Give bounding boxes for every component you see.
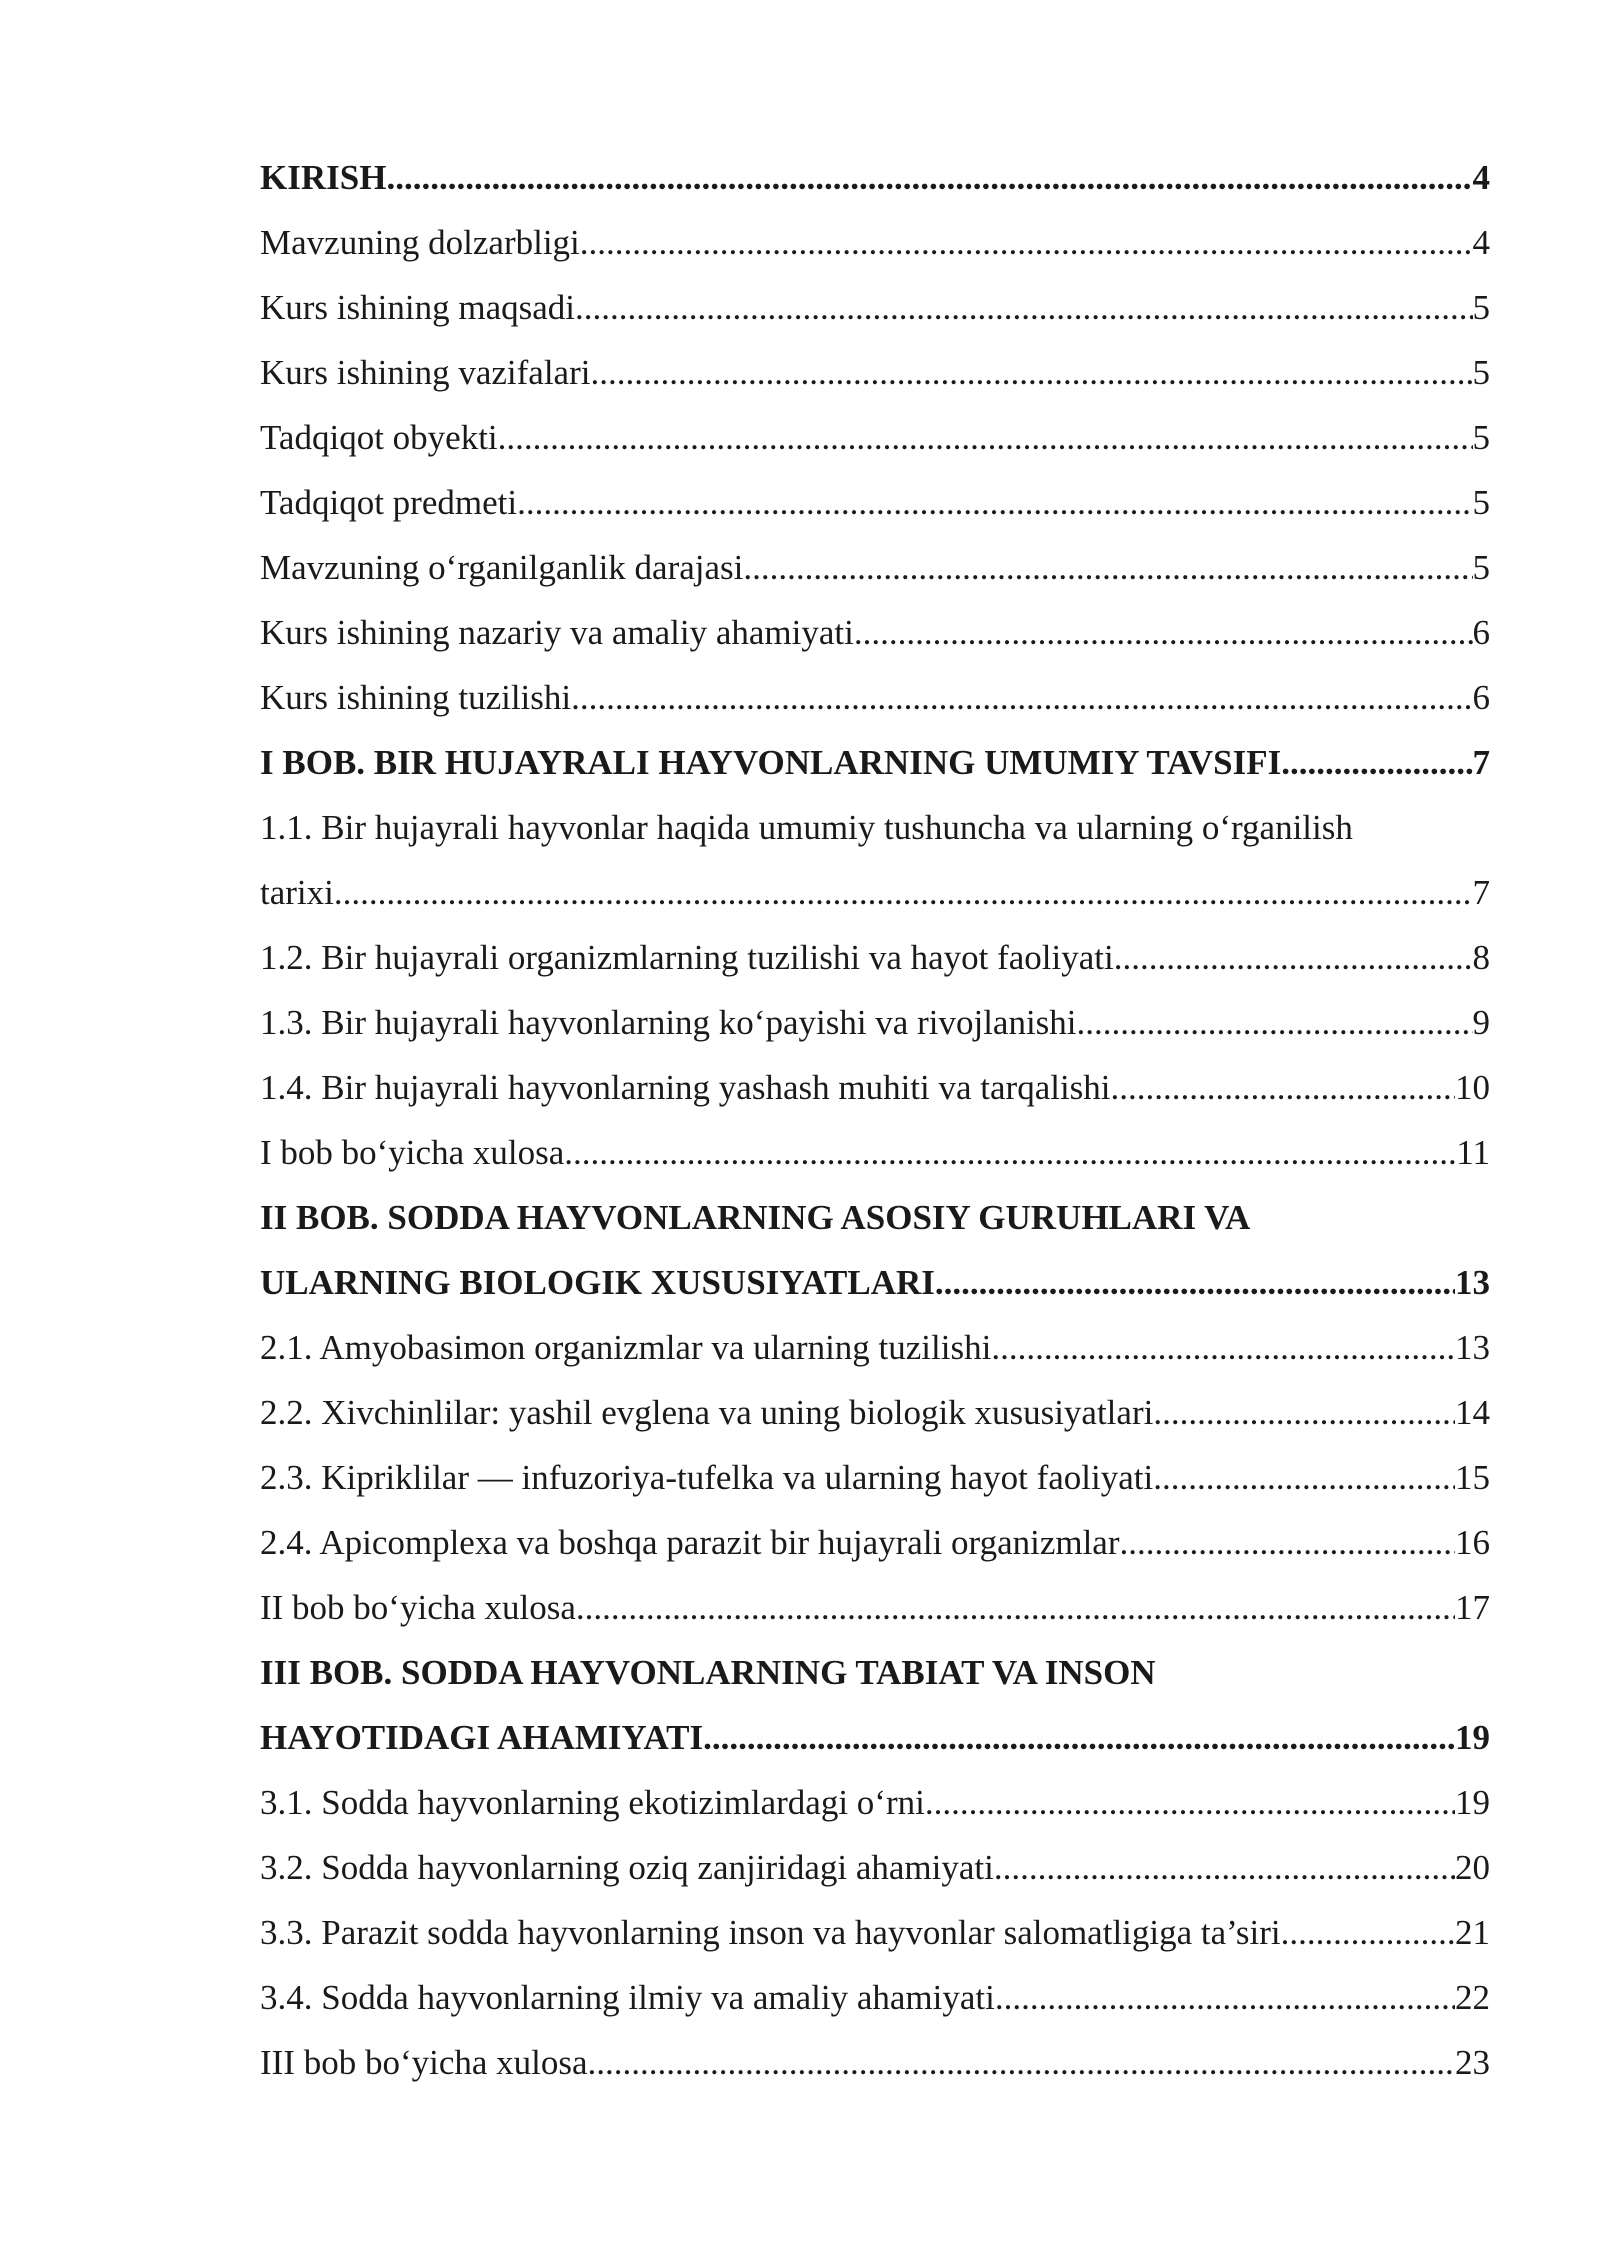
toc-page-number: 22 — [1455, 1978, 1490, 2017]
toc-entry-title: I BOB. BIR HUJAYRALI HAYVONLARNING UMUMIY TAVSIFI — [260, 743, 1282, 782]
toc-dot-leader — [1281, 1900, 1455, 1965]
toc-entry-title: 3.3. Parazit sodda hayvonlarning inson va hayvonlar salomatligiga ta’siri — [260, 1913, 1281, 1952]
toc-page-number: 8 — [1472, 938, 1490, 977]
toc-dot-leader — [994, 1835, 1455, 1900]
toc-dot-leader — [925, 1770, 1455, 1835]
toc-entry-title: III bob bo‘yicha xulosa — [260, 2043, 588, 2082]
toc-page-number: 17 — [1455, 1588, 1490, 1627]
toc-entry[interactable] — [260, 1965, 1490, 2030]
toc-page-number: 10 — [1455, 1068, 1490, 1107]
table-of-contents — [260, 145, 1490, 2095]
toc-entry[interactable] — [260, 1705, 1490, 1770]
toc-entry-title: 2.1. Amyobasimon organizmlar va ularning tuzilishi — [260, 1328, 992, 1367]
toc-page-number: 21 — [1455, 1913, 1490, 1952]
toc-entry-title: Kurs ishining nazariy va amaliy ahamiyati — [260, 613, 854, 652]
toc-entry[interactable] — [260, 1575, 1490, 1640]
toc-entry-title: 3.1. Sodda hayvonlarning ekotizimlardagi o‘rni — [260, 1783, 925, 1822]
toc-dot-leader — [1153, 1445, 1455, 1510]
toc-page-number: 5 — [1472, 288, 1490, 327]
toc-page-number: 16 — [1455, 1523, 1490, 1562]
toc-dot-leader — [995, 1965, 1455, 2030]
toc-entry-title: 2.2. Xivchinlilar: yashil evglena va uning biologik xususiyatlari — [260, 1393, 1154, 1432]
toc-entry[interactable] — [260, 1315, 1490, 1380]
toc-entry-title: Tadqiqot obyekti — [260, 418, 498, 457]
toc-page-number: 15 — [1455, 1458, 1490, 1497]
toc-page-number: 4 — [1472, 158, 1490, 197]
toc-dot-leader — [334, 860, 1473, 925]
toc-entry-title: I bob bo‘yicha xulosa — [260, 1133, 565, 1172]
toc-dot-leader — [743, 535, 1472, 600]
toc-dot-leader — [517, 470, 1472, 535]
toc-dot-leader — [854, 600, 1473, 665]
toc-entry[interactable] — [260, 1445, 1490, 1510]
toc-page-number: 7 — [1472, 743, 1490, 782]
toc-page-number: 6 — [1472, 678, 1490, 717]
toc-entry-first-line: 1.1. Bir hujayrali hayvonlar haqida umumiy tushuncha va ularning o‘rganilish — [260, 808, 1353, 847]
toc-entry[interactable] — [260, 600, 1490, 665]
toc-entry[interactable] — [260, 1510, 1490, 1575]
toc-dot-leader — [703, 1705, 1455, 1770]
toc-entry-title: 1.2. Bir hujayrali organizmlarning tuzilishi va hayot faoliyati — [260, 938, 1114, 977]
toc-page-number: 6 — [1472, 613, 1490, 652]
toc-entry-title: Kurs ishining vazifalari — [260, 353, 591, 392]
toc-dot-leader — [580, 210, 1473, 275]
toc-entry[interactable] — [260, 470, 1490, 535]
toc-page-number: 19 — [1455, 1783, 1490, 1822]
toc-page-number: 13 — [1455, 1328, 1490, 1367]
toc-dot-leader — [935, 1250, 1455, 1315]
toc-entry[interactable] — [260, 535, 1490, 600]
toc-entry[interactable] — [260, 2030, 1490, 2095]
toc-entry[interactable] — [260, 210, 1490, 275]
toc-entry-title: Kurs ishining maqsadi — [260, 288, 575, 327]
toc-entry[interactable] — [260, 145, 1490, 210]
toc-page-number: 4 — [1472, 223, 1490, 262]
toc-entry-title: 3.4. Sodda hayvonlarning ilmiy va amaliy ahamiyati — [260, 1978, 995, 2017]
toc-dot-leader — [498, 405, 1473, 470]
toc-entry-title: ULARNING BIOLOGIK XUSUSIYATLARI — [260, 1263, 935, 1302]
toc-entry-title: HAYOTIDAGI AHAMIYATI — [260, 1718, 704, 1757]
toc-dot-leader — [1120, 1510, 1456, 1575]
toc-dot-leader — [991, 1315, 1455, 1380]
toc-page-number: 11 — [1456, 1133, 1490, 1172]
toc-dot-leader — [1114, 925, 1473, 990]
toc-entry[interactable] — [260, 340, 1490, 405]
toc-entry-title: II bob bo‘yicha xulosa — [260, 1588, 576, 1627]
toc-entry-title: Mavzuning dolzarbligi — [260, 223, 580, 262]
toc-entry[interactable] — [260, 990, 1490, 1055]
toc-entry[interactable] — [260, 1900, 1490, 1965]
toc-entry[interactable] — [260, 860, 1490, 925]
toc-entry[interactable] — [260, 275, 1490, 340]
toc-entry-title: 1.3. Bir hujayrali hayvonlarning ko‘payishi va rivojlanishi — [260, 1003, 1077, 1042]
toc-entry[interactable] — [260, 1770, 1490, 1835]
toc-dot-leader — [590, 340, 1472, 405]
toc-page-number: 5 — [1472, 418, 1490, 457]
toc-dot-leader — [575, 275, 1473, 340]
toc-page-number: 5 — [1472, 353, 1490, 392]
toc-dot-leader — [1153, 1380, 1455, 1445]
toc-page-number: 9 — [1472, 1003, 1490, 1042]
toc-dot-leader — [564, 1120, 1456, 1185]
toc-entry[interactable] — [260, 1380, 1490, 1445]
toc-dot-leader — [1281, 730, 1472, 795]
toc-entry-title: Mavzuning o‘rganilganlik darajasi — [260, 548, 744, 587]
toc-dot-leader — [386, 145, 1472, 210]
toc-entry[interactable] — [260, 405, 1490, 470]
toc-dot-leader — [1111, 1055, 1455, 1120]
toc-entry-title: Tadqiqot predmeti — [260, 483, 518, 522]
toc-entry-first-line: III BOB. SODDA HAYVONLARNING TABIAT VA INSON — [260, 1653, 1156, 1692]
toc-entry-title: 2.4. Apicomplexa va boshqa parazit bir hujayrali organizmlar — [260, 1523, 1120, 1562]
toc-entry-title: tarixi — [260, 873, 334, 912]
toc-page-number: 13 — [1455, 1263, 1490, 1302]
toc-entry-title: KIRISH — [260, 158, 387, 197]
toc-page-number: 5 — [1472, 483, 1490, 522]
toc-page-number: 7 — [1472, 873, 1490, 912]
toc-dot-leader — [576, 1575, 1455, 1640]
toc-dot-leader — [1077, 990, 1473, 1055]
toc-page-number: 23 — [1455, 2043, 1490, 2082]
toc-entry[interactable] — [260, 1055, 1490, 1120]
toc-entry[interactable] — [260, 730, 1490, 795]
toc-entry-title: 1.4. Bir hujayrali hayvonlarning yashash muhiti va tarqalishi — [260, 1068, 1111, 1107]
toc-entry[interactable] — [260, 925, 1490, 990]
toc-entry-first-line: II BOB. SODDA HAYVONLARNING ASOSIY GURUHLARI VA — [260, 1198, 1251, 1237]
toc-entry[interactable] — [260, 1120, 1490, 1185]
toc-page-number: 20 — [1455, 1848, 1490, 1887]
toc-dot-leader — [588, 2030, 1455, 2095]
toc-entry[interactable] — [260, 665, 1490, 730]
toc-entry-title: 3.2. Sodda hayvonlarning oziq zanjiridagi ahamiyati — [260, 1848, 994, 1887]
toc-entry-title: 2.3. Kipriklilar — infuzoriya-tufelka va ularning hayot faoliyati — [260, 1458, 1154, 1497]
toc-entry[interactable] — [260, 1250, 1490, 1315]
toc-page-number: 14 — [1455, 1393, 1490, 1432]
toc-dot-leader — [571, 665, 1472, 730]
toc-page-number: 5 — [1472, 548, 1490, 587]
toc-page-number: 19 — [1455, 1718, 1490, 1757]
toc-entry-title: Kurs ishining tuzilishi — [260, 678, 572, 717]
toc-entry[interactable] — [260, 1835, 1490, 1900]
